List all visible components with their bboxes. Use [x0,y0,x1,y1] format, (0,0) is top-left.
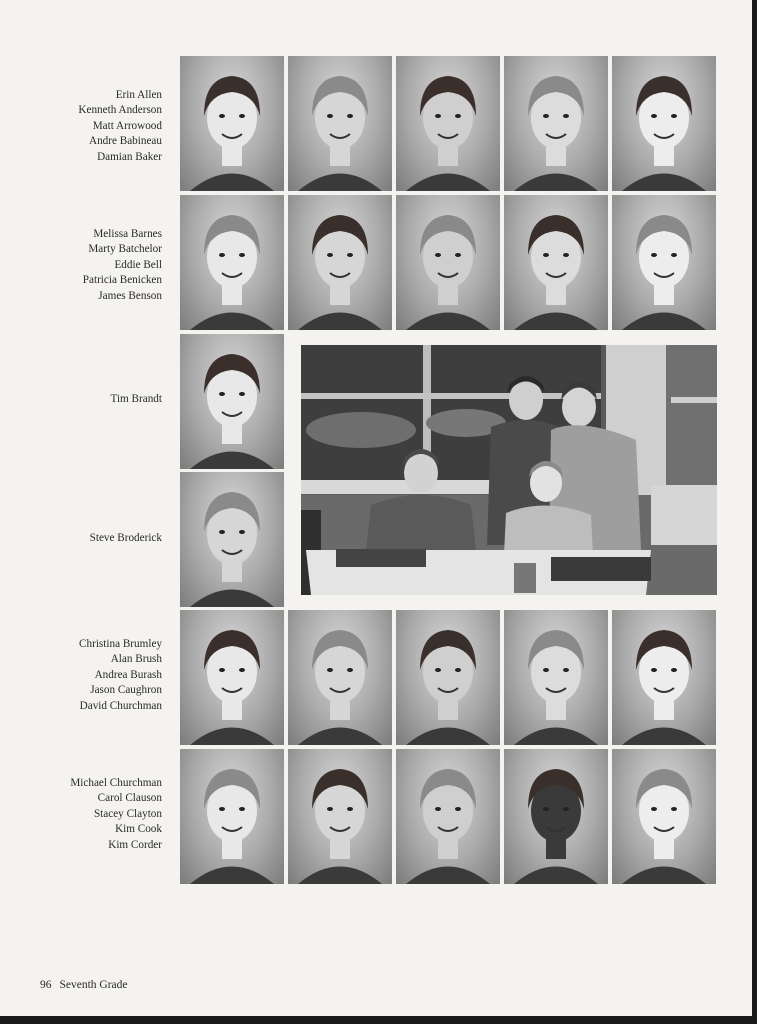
name-list-row-3 [20,392,162,407]
student-portrait [288,610,392,745]
student-name: Patricia Benicken [82,274,162,287]
group-photo-image [301,345,717,595]
name-list-row-4 [20,531,162,546]
student-portrait [396,749,500,884]
student-portrait [612,195,716,330]
name-list-row-2 [20,227,162,304]
student-portrait [396,610,500,745]
student-name: Andre Babineau [88,135,162,148]
student-name: Andrea Burash [94,668,162,681]
student-name: Melissa Barnes [93,228,162,240]
student-portrait [180,195,284,330]
group-photo [301,345,717,595]
student-name: Damian Baker [97,150,162,163]
student-portrait [180,472,284,607]
name-list-row-5 [20,637,162,714]
student-portrait [396,56,500,191]
student-name: Kim Cook [115,823,162,836]
student-portrait [288,749,392,884]
student-portrait [504,749,608,884]
student-portrait [180,334,284,469]
student-name: Tim Brandt [110,393,162,405]
page-number: 96 [40,979,52,991]
student-portrait [180,56,284,191]
student-portrait [504,56,608,191]
student-portrait [180,749,284,884]
student-name: James Benson [98,289,162,302]
student-portrait [288,56,392,191]
student-portrait [288,195,392,330]
student-name: Marty Batchelor [88,243,162,256]
section-title: Seventh Grade [59,979,128,991]
student-name: David Churchman [79,699,162,712]
student-name: Matt Arrowood [92,119,162,132]
page-footer [40,979,128,991]
student-name: Kenneth Anderson [78,104,162,117]
student-portrait [612,56,716,191]
student-name: Alan Brush [110,653,162,666]
student-portrait [612,610,716,745]
student-name: Christina Brumley [79,638,162,650]
student-name: Jason Caughron [90,684,162,697]
student-name: Stacey Clayton [93,807,162,820]
name-list-row-1 [20,88,162,165]
student-name: Carol Clauson [97,792,162,805]
student-portrait [396,195,500,330]
student-name: Michael Churchman [70,777,162,789]
student-portrait [504,610,608,745]
student-name: Eddie Bell [114,258,162,271]
student-portrait [180,610,284,745]
student-portrait [612,749,716,884]
name-list-row-6 [20,776,162,853]
student-name: Kim Corder [108,838,162,851]
student-name: Steve Broderick [89,532,162,544]
student-name: Erin Allen [115,89,162,101]
student-portrait [504,195,608,330]
